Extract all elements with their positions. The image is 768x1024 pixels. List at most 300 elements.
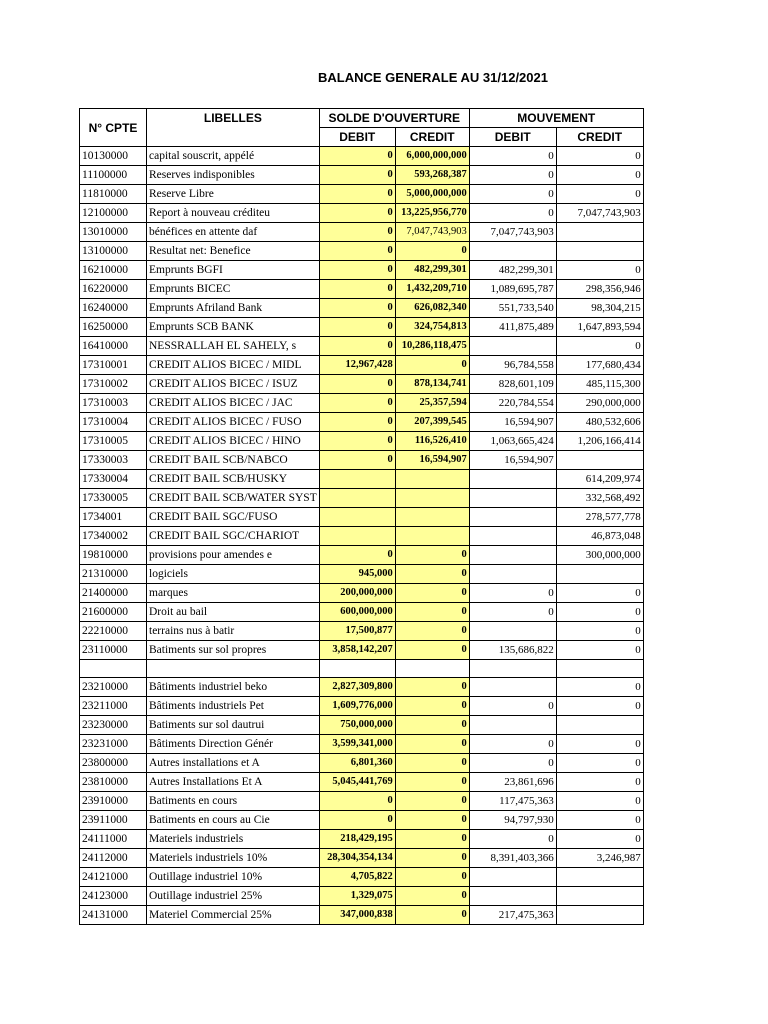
account-number-cell [80, 318, 147, 337]
table-row [80, 147, 644, 166]
movement-credit-cell [556, 735, 643, 754]
label-cell-text: Emprunts SCB BANK [149, 321, 254, 333]
label-cell [147, 811, 320, 830]
table-row [80, 413, 644, 432]
account-number-cell [80, 754, 147, 773]
opening-debit-cell [319, 280, 395, 299]
opening-credit-cell-text: 207,399,545 [414, 416, 467, 427]
account-number-cell [80, 261, 147, 280]
account-number-cell [80, 678, 147, 697]
movement-credit-cell [556, 261, 643, 280]
opening-credit-cell-text: 878,134,741 [414, 378, 467, 389]
opening-debit-cell [319, 584, 395, 603]
movement-debit-cell [469, 166, 556, 185]
account-number-cell [80, 280, 147, 299]
account-number-cell-text: 23231000 [82, 738, 128, 751]
movement-debit-cell [469, 792, 556, 811]
opening-debit-cell [319, 906, 395, 925]
opening-debit-cell-text: 0 [387, 549, 393, 560]
account-number-cell [80, 375, 147, 394]
movement-credit-cell [556, 432, 643, 451]
label-cell-text: Report à nouveau créditeu [149, 207, 271, 219]
label-cell [147, 527, 320, 546]
movement-credit-cell-text: 0 [635, 681, 641, 694]
account-number-cell-text: 16240000 [82, 302, 128, 314]
movement-debit-cell [469, 185, 556, 204]
movement-credit-cell-text: 290,000,000 [585, 397, 641, 409]
account-number-cell-text: 16250000 [82, 321, 128, 333]
label-cell [147, 868, 320, 887]
opening-debit-cell-text: 200,000,000 [340, 587, 393, 598]
movement-credit-cell-text: 0 [635, 700, 641, 713]
movement-debit-cell-text: 1,089,695,787 [490, 283, 554, 295]
opening-credit-cell-text: 0 [461, 795, 467, 807]
opening-debit-cell [319, 394, 395, 413]
table-header [80, 109, 644, 147]
movement-credit-cell-text: 0 [635, 625, 641, 637]
movement-credit-cell [556, 773, 643, 792]
account-number-cell [80, 432, 147, 451]
opening-debit-cell [319, 754, 395, 773]
table-row [80, 470, 644, 489]
opening-credit-cell-text: 0 [461, 852, 467, 864]
account-number-cell-text: 19810000 [82, 549, 128, 561]
opening-debit-cell-text: 0 [387, 264, 393, 275]
opening-debit-cell [319, 147, 395, 166]
movement-debit-cell [469, 242, 556, 261]
opening-credit-cell-text: 6,000,000,000 [406, 150, 467, 161]
movement-credit-cell [556, 489, 643, 508]
table-row [80, 280, 644, 299]
label-cell-text: Materiels industriels [149, 833, 244, 846]
opening-debit-cell [319, 375, 395, 394]
opening-credit-cell [395, 735, 469, 754]
table-row [80, 432, 644, 451]
movement-credit-cell-text: 0 [635, 757, 641, 770]
opening-debit-cell [319, 868, 395, 887]
movement-debit-cell-text: 411,875,489 [499, 321, 554, 333]
account-number-cell [80, 641, 147, 660]
movement-debit-cell [469, 678, 556, 697]
movement-credit-cell-text: 278,577,778 [585, 511, 641, 523]
opening-debit-cell [319, 678, 395, 697]
table-row [80, 356, 644, 375]
account-number-cell-text: 17310005 [82, 435, 128, 447]
opening-debit-cell [319, 773, 395, 792]
page-title: BALANCE GENERALE AU 31/12/2021 [318, 70, 548, 85]
movement-credit-cell [556, 887, 643, 906]
opening-debit-cell [319, 299, 395, 318]
movement-debit-cell-text: 828,601,109 [498, 378, 554, 390]
opening-debit-cell-text: 0 [387, 416, 393, 427]
movement-debit-cell-text: 0 [548, 587, 554, 599]
account-number-cell [80, 660, 147, 678]
opening-credit-cell [395, 906, 469, 925]
table-row [80, 394, 644, 413]
table-row [80, 337, 644, 356]
movement-credit-cell [556, 811, 643, 830]
label-cell [147, 678, 320, 697]
label-cell-text: Bâtiments Direction Génér [149, 738, 273, 751]
account-number-cell-text: 24112000 [82, 852, 128, 865]
label-cell-text: Bâtiments industriel beko [149, 681, 268, 694]
movement-debit-cell-text: 135,686,822 [498, 644, 554, 656]
label-cell [147, 318, 320, 337]
label-cell-text: provisions pour amendes e [149, 549, 272, 561]
opening-credit-cell-text: 0 [461, 909, 467, 921]
opening-debit-cell [319, 660, 395, 678]
opening-debit-cell-text: 17,500,877 [345, 625, 393, 636]
movement-debit-cell [469, 147, 556, 166]
label-cell-text: CREDIT ALIOS BICEC / FUSO [149, 416, 302, 428]
movement-credit-cell-text: 614,209,974 [585, 473, 641, 485]
label-cell [147, 489, 320, 508]
account-number-cell-text: 23911000 [82, 814, 128, 827]
table-row [80, 641, 644, 660]
opening-debit-cell-text: 0 [387, 321, 393, 332]
account-number-cell-text: 21310000 [82, 568, 128, 580]
account-number-cell [80, 470, 147, 489]
account-number-cell [80, 603, 147, 622]
label-cell [147, 356, 320, 375]
account-number-cell [80, 697, 147, 716]
opening-debit-cell-text: 0 [387, 226, 393, 237]
account-number-cell [80, 489, 147, 508]
opening-debit-cell-text: 28,304,354,134 [327, 852, 393, 864]
account-number-cell [80, 147, 147, 166]
opening-debit-cell [319, 792, 395, 811]
label-cell-text: Batiments sur sol dautrui [149, 719, 265, 732]
label-cell-text: Batiments en cours [149, 795, 238, 808]
label-cell [147, 337, 320, 356]
account-number-cell-text: 17330004 [82, 473, 128, 485]
header-movement-credit: CREDIT [556, 128, 643, 147]
opening-debit-cell [319, 622, 395, 641]
movement-debit-cell [469, 356, 556, 375]
account-number-cell [80, 868, 147, 887]
label-cell [147, 166, 320, 185]
movement-debit-cell [469, 660, 556, 678]
account-number-cell [80, 792, 147, 811]
movement-credit-cell-text: 98,304,215 [591, 302, 641, 314]
opening-credit-cell-text: 5,000,000,000 [406, 188, 467, 199]
header-opening-balance: SOLDE D'OUVERTURE [319, 109, 469, 128]
opening-debit-cell-text: 6,801,360 [350, 757, 393, 769]
opening-credit-cell [395, 603, 469, 622]
movement-debit-cell-text: 217,475,363 [498, 909, 554, 922]
opening-debit-cell-text: 2,827,309,800 [332, 681, 393, 693]
movement-credit-cell-text: 46,873,048 [591, 530, 641, 542]
opening-credit-cell [395, 527, 469, 546]
account-number-cell [80, 906, 147, 925]
opening-debit-cell-text: 12,967,428 [345, 359, 393, 370]
opening-debit-cell [319, 697, 395, 716]
movement-debit-cell-text: 117,475,363 [499, 795, 554, 808]
label-cell-text: CREDIT ALIOS BICEC / ISUZ [149, 378, 298, 390]
movement-credit-cell [556, 223, 643, 242]
label-cell-text: CREDIT ALIOS BICEC / MIDL [149, 359, 302, 371]
table-row [80, 185, 644, 204]
opening-debit-cell-text: 945,000 [358, 568, 393, 579]
movement-credit-cell-text: 1,206,166,414 [577, 435, 641, 447]
opening-credit-cell [395, 868, 469, 887]
opening-credit-cell-text: 0 [461, 776, 467, 788]
account-number-cell-text: 23110000 [82, 644, 128, 656]
opening-debit-cell-text: 0 [387, 814, 393, 826]
label-cell-text: Droit au bail [149, 606, 208, 618]
account-number-cell [80, 735, 147, 754]
movement-credit-cell-text: 1,647,893,594 [577, 321, 641, 333]
movement-debit-cell [469, 811, 556, 830]
label-cell-text: Materiels industriels 10% [149, 852, 268, 865]
label-cell [147, 716, 320, 735]
account-number-cell-text: 11100000 [82, 169, 128, 181]
opening-credit-cell [395, 242, 469, 261]
opening-credit-cell [395, 641, 469, 660]
table-row [80, 527, 644, 546]
table-row [80, 166, 644, 185]
movement-credit-cell-text: 3,246,987 [596, 852, 641, 865]
opening-debit-cell [319, 489, 395, 508]
movement-debit-cell [469, 508, 556, 527]
movement-debit-cell [469, 337, 556, 356]
opening-debit-cell-text: 0 [387, 397, 393, 408]
movement-debit-cell [469, 394, 556, 413]
table-row [80, 830, 644, 849]
account-number-cell-text: 16220000 [82, 283, 128, 295]
label-cell-text: CREDIT ALIOS BICEC / HINO [149, 435, 301, 447]
movement-debit-cell-text: 551,733,540 [498, 302, 554, 314]
movement-debit-cell-text: 0 [548, 757, 554, 770]
movement-debit-cell-text: 0 [548, 207, 554, 219]
movement-credit-cell [556, 337, 643, 356]
movement-credit-cell [556, 678, 643, 697]
movement-credit-cell [556, 622, 643, 641]
movement-debit-cell-text: 16,594,907 [504, 454, 554, 466]
label-cell [147, 622, 320, 641]
label-cell-text: Batiments sur sol propres [149, 644, 267, 656]
opening-credit-cell-text: 0 [461, 700, 467, 712]
account-number-cell [80, 830, 147, 849]
movement-credit-cell [556, 716, 643, 735]
label-cell [147, 830, 320, 849]
opening-debit-cell [319, 565, 395, 584]
opening-debit-cell [319, 508, 395, 527]
movement-debit-cell-text: 0 [548, 169, 554, 181]
label-cell-text: Emprunts BICEC [149, 283, 231, 295]
movement-credit-cell [556, 375, 643, 394]
label-cell-text: Materiel Commercial 25% [149, 909, 272, 922]
opening-credit-cell [395, 773, 469, 792]
movement-credit-cell-text: 0 [635, 188, 641, 200]
opening-credit-cell-text: 16,594,907 [419, 454, 467, 465]
label-cell-text: Emprunts BGFI [149, 264, 223, 276]
movement-credit-cell [556, 204, 643, 223]
opening-credit-cell-text: 0 [461, 814, 467, 826]
account-number-cell-text: 17310002 [82, 378, 128, 390]
table-row [80, 242, 644, 261]
account-number-cell-text: 16410000 [82, 340, 128, 352]
table-row [80, 811, 644, 830]
opening-debit-cell [319, 413, 395, 432]
account-number-cell-text: 21400000 [82, 587, 128, 599]
label-cell [147, 451, 320, 470]
opening-debit-cell-text: 347,000,838 [340, 909, 393, 921]
account-number-cell-text: 12100000 [82, 207, 128, 219]
table-row [80, 887, 644, 906]
opening-credit-cell [395, 451, 469, 470]
movement-debit-cell-text: 7,047,743,903 [490, 226, 554, 238]
label-cell-text: CREDIT BAIL SCB/NABCO [149, 454, 288, 466]
opening-debit-cell-text: 0 [387, 795, 393, 807]
opening-credit-cell [395, 394, 469, 413]
movement-debit-cell [469, 641, 556, 660]
movement-debit-cell [469, 375, 556, 394]
account-number-cell [80, 413, 147, 432]
opening-debit-cell [319, 811, 395, 830]
movement-debit-cell-text: 1,063,665,424 [490, 435, 554, 447]
movement-debit-cell [469, 830, 556, 849]
account-number-cell-text: 13010000 [82, 226, 128, 238]
table-row [80, 508, 644, 527]
balance-table [79, 108, 644, 925]
label-cell-text: Outillage industriel 25% [149, 890, 263, 903]
movement-credit-cell [556, 849, 643, 868]
opening-debit-cell [319, 242, 395, 261]
opening-credit-cell [395, 337, 469, 356]
opening-credit-cell-text: 0 [461, 568, 467, 579]
movement-debit-cell-text: 220,784,554 [498, 397, 554, 409]
table-row [80, 603, 644, 622]
opening-debit-cell-text: 0 [387, 245, 393, 256]
opening-credit-cell [395, 697, 469, 716]
movement-credit-cell-text: 0 [635, 587, 641, 599]
opening-debit-cell [319, 887, 395, 906]
account-number-cell-text: 24123000 [82, 890, 128, 903]
account-number-cell-text: 17310001 [82, 359, 128, 371]
movement-credit-cell [556, 527, 643, 546]
account-number-cell [80, 527, 147, 546]
movement-debit-cell-text: 0 [548, 700, 554, 713]
label-cell [147, 906, 320, 925]
table-row [80, 697, 644, 716]
opening-credit-cell-text: 324,754,813 [414, 321, 467, 332]
label-cell [147, 697, 320, 716]
table-row [80, 735, 644, 754]
opening-credit-cell [395, 299, 469, 318]
movement-credit-cell [556, 546, 643, 565]
opening-debit-cell-text: 0 [387, 340, 393, 351]
movement-debit-cell [469, 622, 556, 641]
table-row [80, 754, 644, 773]
movement-debit-cell [469, 204, 556, 223]
opening-credit-cell [395, 280, 469, 299]
movement-debit-cell-text: 0 [548, 738, 554, 751]
movement-credit-cell-text: 0 [635, 738, 641, 751]
movement-credit-cell-text: 0 [635, 776, 641, 789]
movement-credit-cell-text: 0 [635, 795, 641, 808]
opening-credit-cell-text: 0 [461, 549, 467, 560]
opening-credit-cell-text: 0 [461, 625, 467, 636]
account-number-cell-text: 21600000 [82, 606, 128, 618]
opening-debit-cell-text: 0 [387, 302, 393, 313]
movement-debit-cell [469, 451, 556, 470]
label-cell-text: NESSRALLAH EL SAHELY, s [149, 340, 297, 352]
movement-credit-cell [556, 906, 643, 925]
opening-debit-cell [319, 185, 395, 204]
label-cell [147, 735, 320, 754]
opening-credit-cell [395, 470, 469, 489]
account-number-cell [80, 773, 147, 792]
account-number-cell [80, 622, 147, 641]
table-row [80, 204, 644, 223]
table-row [80, 773, 644, 792]
label-cell-text: CREDIT BAIL SCB/HUSKY [149, 473, 288, 485]
movement-debit-cell-text: 0 [548, 606, 554, 618]
opening-credit-cell [395, 166, 469, 185]
movement-credit-cell [556, 508, 643, 527]
opening-credit-cell-text: 0 [461, 890, 467, 902]
movement-credit-cell [556, 754, 643, 773]
account-number-cell-text: 24111000 [82, 833, 128, 846]
movement-debit-cell-text: 0 [548, 150, 554, 162]
account-number-cell-text: 24131000 [82, 909, 128, 922]
movement-credit-cell-text: 332,568,492 [585, 492, 641, 504]
label-cell-text: marques [149, 587, 188, 599]
account-number-cell-text: 17310003 [82, 397, 128, 409]
opening-credit-cell [395, 584, 469, 603]
opening-credit-cell [395, 185, 469, 204]
label-cell [147, 641, 320, 660]
opening-credit-cell [395, 565, 469, 584]
label-cell-text: Outillage industriel 10% [149, 871, 263, 884]
account-number-cell [80, 451, 147, 470]
opening-credit-cell-text: 10,286,118,475 [401, 340, 467, 351]
opening-credit-cell [395, 413, 469, 432]
movement-debit-cell [469, 849, 556, 868]
account-number-cell [80, 811, 147, 830]
opening-credit-cell-text: 0 [461, 644, 467, 655]
movement-credit-cell [556, 147, 643, 166]
account-number-cell [80, 849, 147, 868]
label-cell-text: CREDIT BAIL SGC/FUSO [149, 511, 278, 523]
opening-credit-cell [395, 356, 469, 375]
account-number-cell-text: 23800000 [82, 757, 128, 770]
opening-credit-cell-text: 116,526,410 [414, 435, 467, 446]
label-cell [147, 792, 320, 811]
table-row [80, 622, 644, 641]
opening-debit-cell-text: 218,429,195 [340, 833, 393, 845]
account-number-cell-text: 23210000 [82, 681, 128, 694]
label-cell [147, 432, 320, 451]
opening-debit-cell [319, 830, 395, 849]
movement-credit-cell [556, 394, 643, 413]
opening-debit-cell [319, 849, 395, 868]
opening-credit-cell-text: 0 [461, 606, 467, 617]
account-number-cell [80, 166, 147, 185]
account-number-cell-text: 24121000 [82, 871, 128, 884]
label-cell [147, 375, 320, 394]
table-row [80, 451, 644, 470]
label-cell [147, 584, 320, 603]
opening-credit-cell [395, 678, 469, 697]
movement-credit-cell-text: 485,115,300 [586, 378, 641, 390]
opening-credit-cell [395, 754, 469, 773]
opening-credit-cell [395, 660, 469, 678]
movement-credit-cell-text: 0 [635, 264, 641, 276]
opening-debit-cell [319, 337, 395, 356]
opening-credit-cell [395, 204, 469, 223]
